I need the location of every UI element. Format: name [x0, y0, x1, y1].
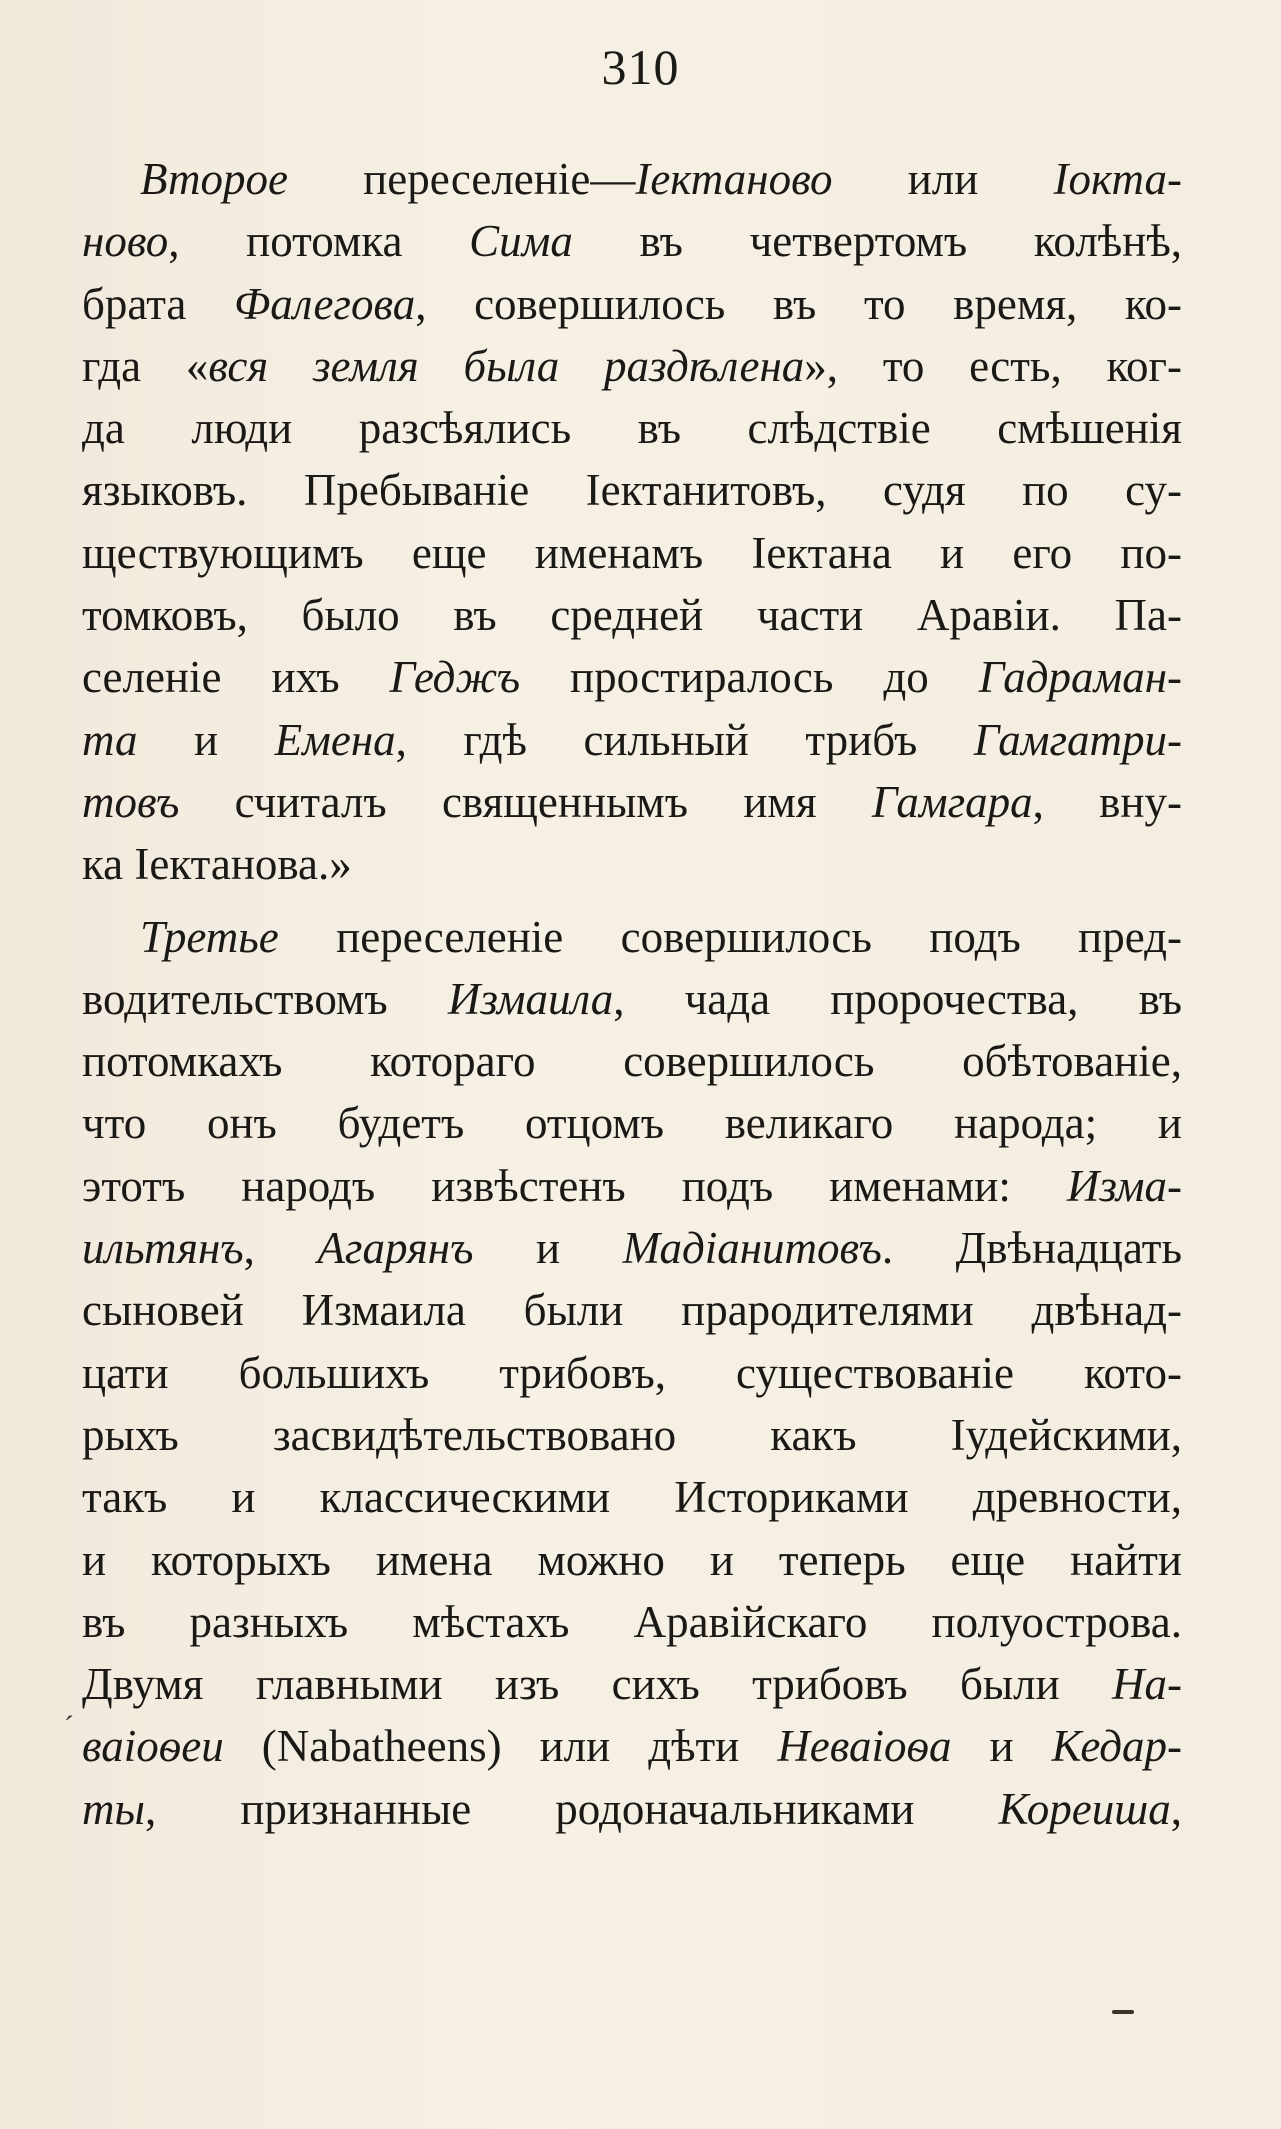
text-line	[82, 459, 1182, 521]
text-run: языковъ. Пребываніе Іектанитовъ, судя по су-	[82, 465, 1182, 516]
page-number: 310	[601, 39, 680, 95]
text-run: и	[951, 1721, 1052, 1772]
text-line	[82, 771, 1182, 833]
text-run: , гдѣ сильный трибъ	[395, 714, 974, 765]
italic-text: Второе	[140, 154, 289, 204]
text-line	[82, 1030, 1182, 1092]
text-line	[82, 273, 1182, 335]
text-run: , признанные родоначальниками	[144, 1783, 999, 1834]
italic-text: Гадраман-	[978, 652, 1183, 703]
text-run: переселеніе—	[288, 154, 636, 204]
italic-text: Емена	[274, 714, 396, 765]
italic-text: На-	[1112, 1659, 1182, 1710]
text-run: ,	[1170, 1783, 1182, 1834]
text-run: ,	[243, 1223, 318, 1274]
italic-text: ново	[82, 216, 169, 267]
italic-text: вся земля была раздѣлена	[208, 340, 805, 391]
text-run: сыновей Измаила были прародителями двѣнад-	[82, 1285, 1182, 1336]
text-line	[82, 1529, 1182, 1591]
italic-text: та	[82, 714, 138, 765]
italic-text: Фалегова	[234, 278, 416, 329]
italic-text: товъ	[82, 776, 180, 827]
italic-text: Агарянъ	[317, 1223, 474, 1274]
text-run: переселеніе совершилось подъ пред-	[278, 911, 1182, 962]
text-run: водительствомъ	[82, 973, 448, 1024]
italic-text: ты	[82, 1783, 145, 1834]
text-run: , вну-	[1032, 776, 1182, 827]
text-run: Двумя главными изъ сихъ трибовъ были	[82, 1659, 1113, 1710]
text-run: ществующимъ еще именамъ Іектана и его по-	[82, 527, 1182, 578]
text-line	[82, 584, 1182, 646]
text-line	[82, 1466, 1182, 1528]
text-line	[82, 335, 1182, 397]
italic-text: Кедар-	[1051, 1721, 1182, 1772]
text-line	[82, 1155, 1182, 1217]
margin-mark: ˊ	[64, 1710, 74, 1743]
text-line	[82, 1342, 1182, 1404]
ink-mark	[1112, 2010, 1134, 2014]
italic-text: Неваіоѳа	[777, 1721, 952, 1772]
italic-text: Мадіанитовъ	[622, 1223, 882, 1274]
text-run: брата	[82, 278, 235, 329]
text-run: и	[473, 1223, 623, 1274]
italic-text: Сима	[469, 216, 573, 267]
text-run: ка Іектанова.»	[82, 839, 352, 890]
text-run: томковъ, было въ средней части Аравіи. Па-	[82, 590, 1182, 641]
text-run: и которыхъ имена можно и теперь еще найти	[82, 1534, 1182, 1585]
italic-text: Гамгатри-	[973, 714, 1182, 765]
italic-text: Іокта-	[1053, 154, 1183, 204]
italic-text: Гамгара	[871, 776, 1033, 827]
italic-text: ваіоѳеи	[82, 1721, 224, 1772]
text-line	[82, 968, 1182, 1030]
text-run: этотъ народъ извѣстенъ подъ именами:	[82, 1160, 1067, 1211]
text-run: считалъ священнымъ имя	[179, 776, 872, 827]
text-line	[82, 1778, 1182, 1840]
text-line	[82, 1217, 1182, 1279]
text-run: или	[832, 154, 1054, 204]
text-run: , совершилось въ то время, ко-	[415, 278, 1182, 329]
italic-text: Третье	[140, 911, 279, 962]
text-line	[82, 906, 1182, 968]
text-line	[82, 1653, 1182, 1715]
text-run: », то есть, ког-	[804, 340, 1182, 391]
text-run: да люди разсѣялись въ слѣдствіе смѣшенія	[82, 403, 1182, 454]
text-line	[82, 1279, 1182, 1341]
text-run: цати большихъ трибовъ, существованіе кото-	[82, 1347, 1182, 1398]
text-line	[82, 1715, 1182, 1777]
italic-text: Іектаново	[635, 154, 833, 204]
italic-text: Кореиша	[998, 1783, 1171, 1834]
paragraph-gap	[82, 896, 1182, 906]
text-line	[82, 709, 1182, 771]
italic-text: Измаила	[447, 973, 614, 1024]
text-run: что онъ будетъ отцомъ великаго народа; и	[82, 1098, 1182, 1149]
text-run: гда «	[82, 340, 209, 391]
text-run: такъ и классическими Историками древности,	[82, 1472, 1182, 1523]
italic-text: Изма-	[1066, 1160, 1182, 1211]
text-run: и	[137, 714, 275, 765]
text-line	[82, 210, 1182, 272]
text-run: рыхъ засвидѣтельствовано какъ Іудейскими,	[82, 1409, 1182, 1460]
text-run: въ четвертомъ колѣнѣ,	[572, 216, 1182, 267]
text-run: потомкахъ котораго совершилось обѣтованіе,	[82, 1036, 1182, 1087]
text-line	[82, 1092, 1182, 1154]
text-line	[82, 148, 1182, 210]
text-line	[82, 522, 1182, 584]
text-run: селеніе ихъ	[82, 652, 390, 703]
italic-text: Геджъ	[389, 652, 521, 703]
text-line	[82, 397, 1182, 459]
text-run: въ разныхъ мѣстахъ Аравійскаго полуострова.	[82, 1596, 1182, 1647]
text-run: простиралось до	[520, 652, 979, 703]
text-line	[82, 646, 1182, 708]
italic-text: ильтянъ	[82, 1223, 244, 1274]
text-run: , потомка	[168, 216, 470, 267]
text-line	[82, 833, 1182, 895]
text-run: (Nabatheens) или дѣти	[223, 1721, 778, 1772]
body-text	[82, 148, 1182, 1840]
text-run: . Двѣнадцать	[881, 1223, 1182, 1274]
text-line	[82, 1591, 1182, 1653]
text-line	[82, 1404, 1182, 1466]
text-run: , чада пророчества, въ	[613, 973, 1182, 1024]
